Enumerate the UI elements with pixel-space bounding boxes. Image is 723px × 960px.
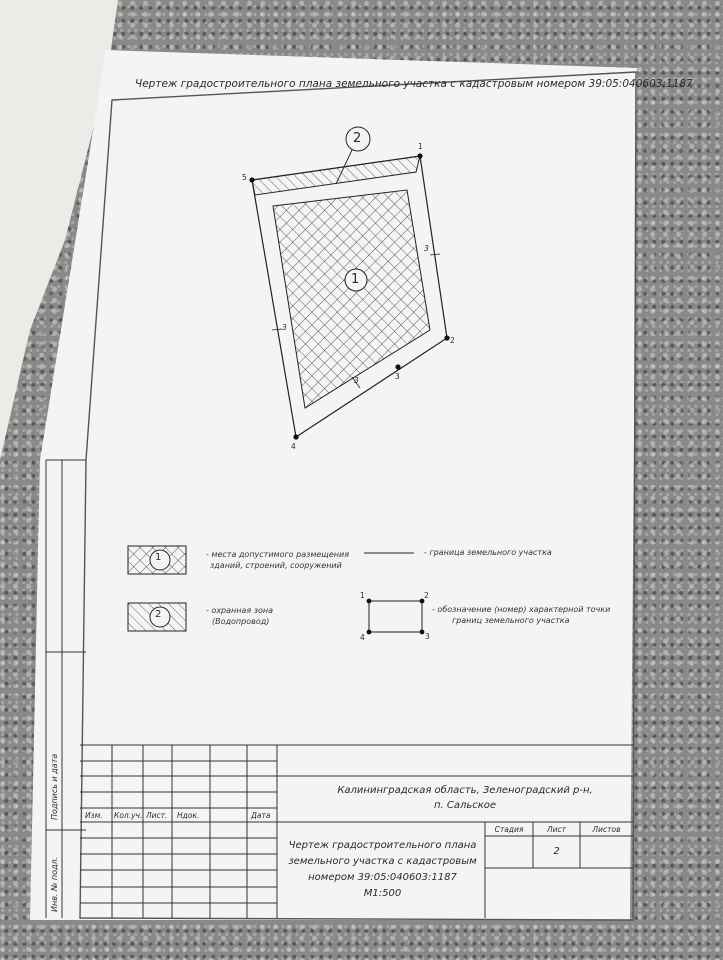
legend-item2-text-1: - охранная зона — [206, 606, 274, 615]
side-sign-date: Подпись и дата — [50, 753, 59, 820]
legend-item1-text-2: зданий, строений, сооружений — [210, 561, 342, 570]
address-line1: Калининградская область, Зеленоградский р-н, — [337, 785, 593, 796]
legend-points-text-2: границ земельного участка — [452, 616, 570, 625]
legend-item2-text-2: (Водопровод) — [212, 617, 270, 626]
legend-item1-number: 1 — [155, 552, 162, 563]
col-data: Дата — [251, 811, 271, 820]
zone1-label: 1 — [351, 272, 360, 287]
point-label-3: 3 — [395, 372, 400, 381]
side-strip — [46, 460, 86, 918]
legend-points-text-1: - обозначение (номер) характерной точки — [432, 605, 611, 614]
dimension-label: 3 — [282, 323, 287, 332]
point-3 — [395, 364, 400, 369]
col-list: Лист. — [146, 811, 168, 820]
sheet-label: Лист — [546, 825, 566, 834]
legend-point-4: 4 — [360, 633, 365, 642]
dimension-label: 3 — [354, 376, 359, 385]
point-label-1: 1 — [418, 142, 423, 151]
col-koluch: Кол.уч. — [114, 811, 143, 820]
doc-line2: земельного участка с кадастровым — [288, 856, 477, 867]
point-label-5: 5 — [242, 173, 247, 182]
col-ndok: Ндок. — [177, 811, 200, 820]
build-zone — [273, 190, 430, 408]
dimension-label: 3 — [424, 244, 429, 253]
point-label-4: 4 — [291, 442, 296, 451]
zone2-label: 2 — [353, 131, 362, 146]
legend-boundary-text: - граница земельного участка — [424, 548, 552, 557]
legend-item1-text-1: - места допустимого размещения — [206, 550, 349, 559]
doc-line3: номером 39:05:040603:1187 — [308, 872, 457, 883]
point-5 — [249, 177, 254, 182]
stage-label: Стадия — [494, 825, 524, 834]
point-1 — [417, 153, 422, 158]
sheet-value: 2 — [553, 846, 560, 857]
legend-point-2: 2 — [424, 591, 429, 600]
point-4 — [293, 434, 298, 439]
legend-point-1: 1 — [360, 591, 365, 600]
point-label-2: 2 — [450, 336, 455, 345]
doc-scale: М1:500 — [363, 888, 402, 899]
doc-line1: Чертеж градостроительного плана — [288, 840, 477, 851]
dimension-tick — [272, 329, 282, 330]
sheets-label: Листов — [592, 825, 621, 834]
drawing-title: Чертеж градостроительного плана земельного участка с кадастровым номером 39:05:040603:1187 — [135, 78, 693, 90]
legend-item2-number: 2 — [155, 609, 162, 620]
protection-zone — [252, 156, 420, 195]
legend-point-3: 3 — [425, 632, 430, 641]
point-2 — [444, 335, 449, 340]
col-izm: Изм. — [85, 811, 103, 820]
legend-points-symbol — [369, 601, 422, 632]
dimension-tick — [430, 254, 440, 255]
address-line2: п. Сальское — [433, 800, 497, 811]
side-inv-no: Инв. № подл. — [50, 856, 59, 912]
